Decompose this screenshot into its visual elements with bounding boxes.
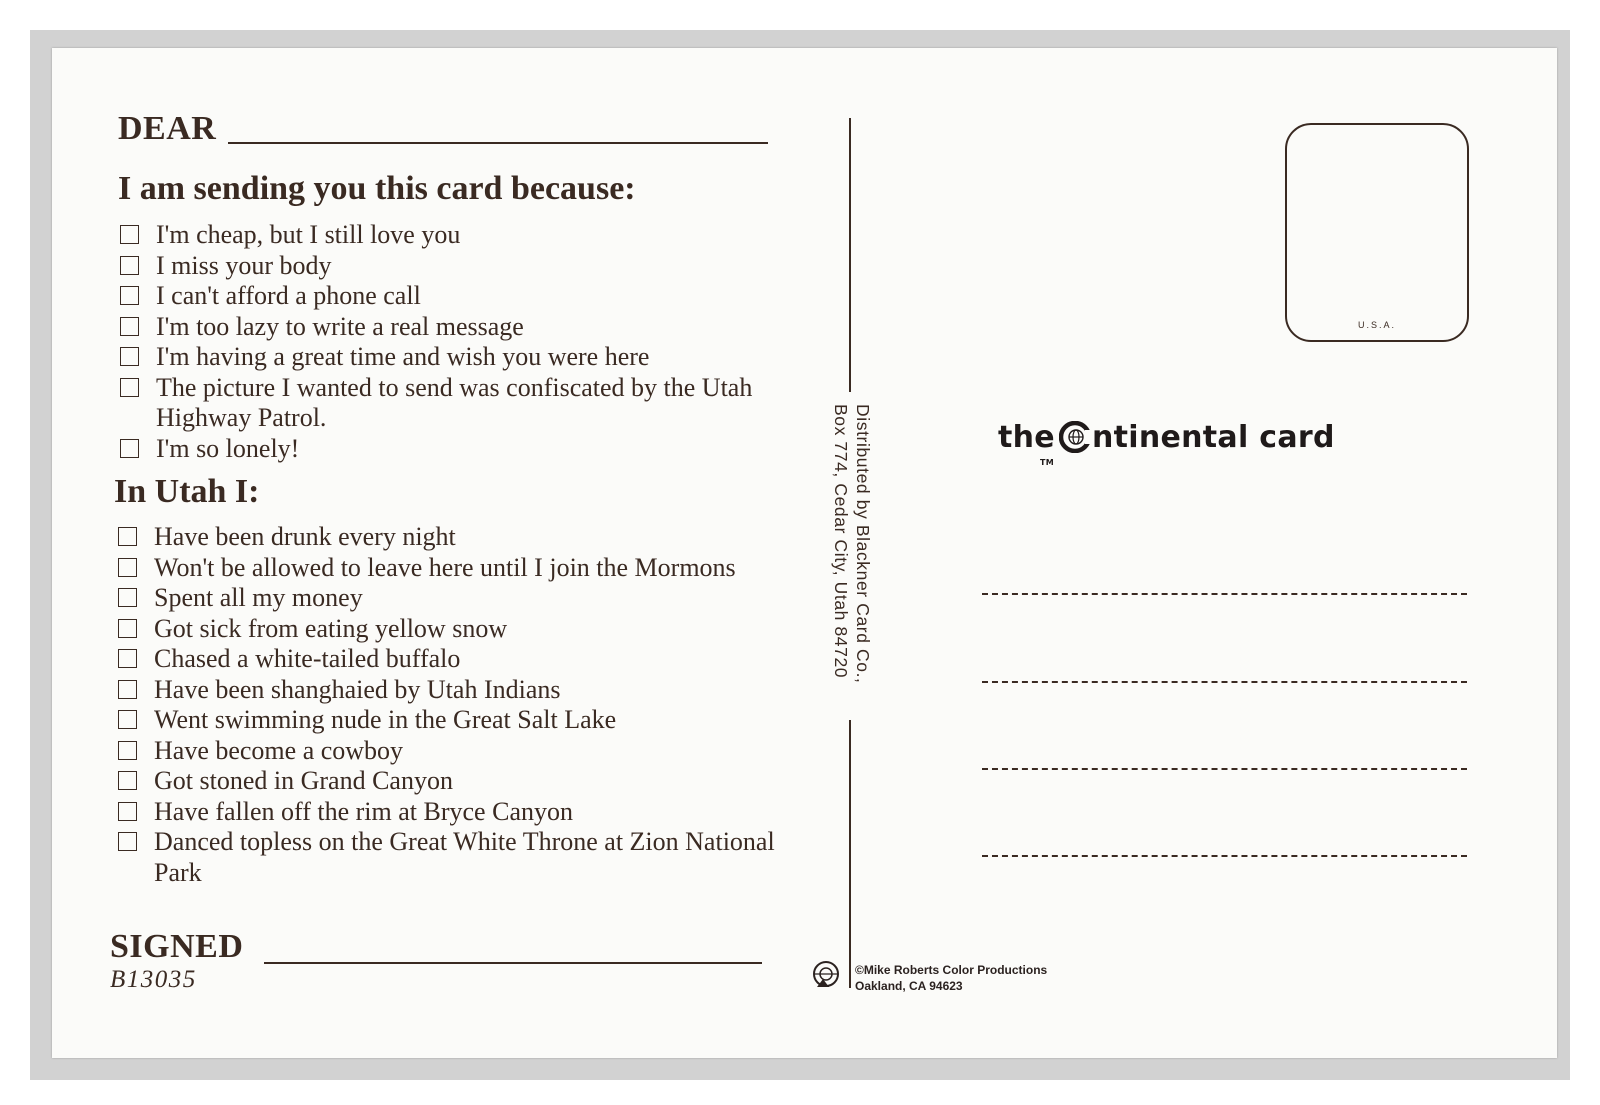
checkbox[interactable] bbox=[118, 649, 137, 668]
checklist-item bbox=[118, 281, 818, 312]
brand-logo bbox=[998, 420, 1335, 470]
checkbox[interactable] bbox=[118, 802, 137, 821]
checklist-item bbox=[116, 705, 816, 736]
checklist-item-label: I'm so lonely! bbox=[156, 433, 300, 463]
checkbox[interactable] bbox=[118, 680, 137, 699]
checkbox[interactable] bbox=[120, 225, 139, 244]
checklist-item-label: I miss your body bbox=[156, 250, 332, 280]
address-line bbox=[982, 768, 1467, 770]
address-line bbox=[982, 593, 1467, 595]
checklist-item-label: Have been shanghaied by Utah Indians bbox=[154, 674, 561, 704]
signed-label: SIGNED bbox=[110, 928, 244, 965]
checklist-item-label: Have fallen off the rim at Bryce Canyon bbox=[154, 796, 573, 826]
dear-label: DEAR bbox=[118, 110, 217, 147]
distributor-line-2: Box 774, Cedar City, Utah 84720 bbox=[831, 404, 851, 679]
checklist-item-label: Have been drunk every night bbox=[154, 522, 456, 551]
checklist-item bbox=[116, 797, 816, 828]
checklist-item bbox=[118, 251, 818, 282]
checkbox[interactable] bbox=[120, 256, 139, 275]
brand-rest: ntinental card bbox=[1091, 420, 1335, 455]
checkbox[interactable] bbox=[118, 710, 137, 729]
checklist-item bbox=[118, 342, 818, 373]
address-line bbox=[982, 855, 1467, 857]
checklist-item bbox=[116, 675, 816, 706]
checklist-item bbox=[118, 220, 818, 251]
checklist-item bbox=[116, 736, 816, 767]
credit-line-1: ©Mike Roberts Color Productions bbox=[855, 963, 1048, 977]
distributor-text bbox=[828, 404, 874, 714]
checklist-item bbox=[116, 553, 816, 584]
distributor-line-1: Distributed by Blackner Card Co., bbox=[853, 404, 873, 684]
checklist-item-label: Won't be allowed to leave here until I join the Mormons bbox=[154, 552, 736, 582]
signed-write-line bbox=[264, 962, 762, 964]
address-line bbox=[982, 681, 1467, 683]
utah-heading: In Utah I: bbox=[114, 473, 260, 510]
checklist-item bbox=[116, 583, 816, 614]
utah-checklist bbox=[116, 522, 816, 888]
stamp-box bbox=[1285, 123, 1469, 342]
checklist-item-label: Danced topless on the Great White Throne at Zion National Park bbox=[154, 827, 775, 887]
checklist-item bbox=[116, 522, 816, 553]
checkbox[interactable] bbox=[118, 832, 137, 851]
checklist-item bbox=[116, 644, 816, 675]
checkbox[interactable] bbox=[118, 619, 137, 638]
checklist-item-label: Chased a white-tailed buffalo bbox=[154, 644, 461, 673]
checklist-item-label: Have become a cowboy bbox=[154, 735, 404, 765]
credit-line-2: Oakland, CA 94623 bbox=[855, 979, 963, 993]
checkbox[interactable] bbox=[118, 527, 137, 546]
publisher-credit bbox=[855, 962, 1047, 994]
center-divider-top bbox=[849, 118, 851, 392]
checklist-item-label: Got stoned in Grand Canyon bbox=[154, 766, 453, 795]
checkbox[interactable] bbox=[118, 588, 137, 607]
checkbox[interactable] bbox=[120, 286, 139, 305]
card-code: B13035 bbox=[110, 966, 197, 993]
checkbox[interactable] bbox=[118, 741, 137, 760]
reasons-heading: I am sending you this card because: bbox=[118, 170, 636, 207]
checklist-item bbox=[116, 766, 816, 797]
checklist-item-label: I can't afford a phone call bbox=[156, 281, 421, 310]
reasons-checklist bbox=[118, 220, 818, 464]
mike-roberts-logo-icon bbox=[809, 959, 843, 993]
center-divider-bottom bbox=[849, 720, 851, 988]
checklist-item-label: Spent all my money bbox=[154, 583, 363, 612]
checklist-item-label: Went swimming nude in the Great Salt Lake bbox=[154, 705, 617, 734]
checklist-item-label: I'm having a great time and wish you were here bbox=[156, 342, 650, 371]
brand-prefix: the bbox=[998, 420, 1055, 455]
checklist-item bbox=[118, 312, 818, 343]
checklist-item-label: I'm cheap, but I still love you bbox=[156, 220, 461, 249]
checklist-item-label: I'm too lazy to write a real message bbox=[156, 311, 524, 341]
checkbox[interactable] bbox=[118, 771, 137, 790]
brand-trademark: TM bbox=[1040, 458, 1055, 467]
postcard-back bbox=[52, 48, 1557, 1058]
checkbox[interactable] bbox=[120, 347, 139, 366]
dear-write-line bbox=[228, 142, 768, 144]
checklist-item bbox=[116, 614, 816, 645]
globe-c-icon bbox=[1059, 421, 1091, 453]
checkbox[interactable] bbox=[120, 439, 139, 458]
checkbox[interactable] bbox=[120, 378, 139, 397]
checklist-item-label: Got sick from eating yellow snow bbox=[154, 613, 508, 643]
checklist-item bbox=[116, 827, 816, 888]
checkbox[interactable] bbox=[120, 317, 139, 336]
stamp-country: U.S.A. bbox=[1357, 320, 1396, 330]
checkbox[interactable] bbox=[118, 558, 137, 577]
checklist-item-label: The picture I wanted to send was confiscated by the Utah Highway Patrol. bbox=[156, 372, 753, 432]
checklist-item bbox=[118, 373, 818, 434]
checklist-item bbox=[118, 434, 818, 465]
